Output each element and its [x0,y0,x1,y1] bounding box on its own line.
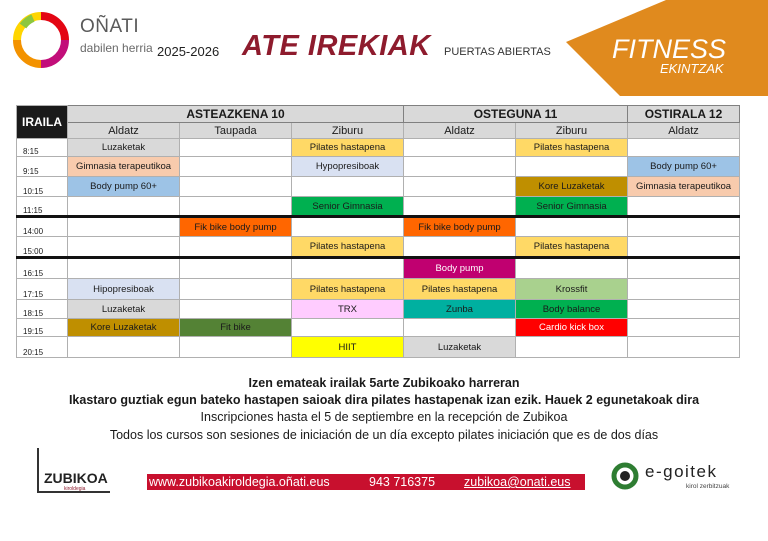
class-cell: Pilates hastapena [292,139,404,157]
day-header: ASTEAZKENA 10 [68,106,404,123]
empty-cell [404,139,516,157]
empty-cell [180,258,292,279]
class-cell: Senior Gimnasia [516,197,628,217]
time-cell: 19:15 [17,319,68,337]
empty-cell [628,258,740,279]
location-header: Taupada [180,123,292,139]
empty-cell [68,217,180,237]
time-cell: 20:15 [17,337,68,358]
empty-cell [180,157,292,177]
schedule-row [17,279,740,300]
empty-cell [628,319,740,337]
day-header: OSTEGUNA 11 [404,106,628,123]
schedule-row [17,319,740,337]
class-cell: Fit bike [180,319,292,337]
class-cell: Body balance [516,300,628,319]
schedule-row [17,337,740,358]
empty-cell [628,139,740,157]
egoitek-name: e-goitek [645,462,718,481]
class-cell: Gimnasia terapeutikoa [628,177,740,197]
class-cell: Luzaketak [68,139,180,157]
time-cell: 14:00 [17,217,68,237]
empty-cell [516,258,628,279]
email-link[interactable]: zubikoa@onati.eus [464,475,571,489]
class-cell: Pilates hastapena [516,139,628,157]
class-cell: Fik bike body pump [180,217,292,237]
empty-cell [292,258,404,279]
schedule-row [17,177,740,197]
month-label: IRAILA [17,106,68,139]
page-title: ATE IREKIAK [242,30,431,62]
note-courses-es: Todos los cursos son sesiones de iniciación de un día excepto pilates iniciación que es de dos días [109,428,659,442]
empty-cell [180,300,292,319]
empty-cell [180,237,292,258]
empty-cell [68,197,180,217]
class-cell: Body pump 60+ [68,177,180,197]
class-cell: Fik bike body pump [404,217,516,237]
time-cell: 10:15 [17,177,68,197]
schedule-table [16,105,740,358]
class-cell: Kore Luzaketak [68,319,180,337]
class-cell: Luzaketak [68,300,180,319]
day-header: OSTIRALA 12 [628,106,740,123]
empty-cell [292,217,404,237]
class-cell: Gimnasia terapeutikoa [68,157,180,177]
location-header: Aldatz [404,123,516,139]
empty-cell [404,197,516,217]
schedule-row [17,258,740,279]
time-cell: 17:15 [17,279,68,300]
empty-cell [180,197,292,217]
class-cell: Body pump [404,258,516,279]
empty-cell [180,177,292,197]
class-cell: Cardio kick box [516,319,628,337]
empty-cell [516,157,628,177]
time-cell: 9:15 [17,157,68,177]
class-cell: Pilates hastapena [516,237,628,258]
note-courses-eu: Ikastaro guztiak egun bateko hastapen saioak dira pilates hastapenak izan ezik. Hauek 2 egunetakoak dira [68,393,700,407]
season-years: 2025-2026 [157,44,220,59]
empty-cell [516,217,628,237]
note-registration-eu: Izen emateak irailak 5arte Zubikoako harreran [248,376,520,390]
empty-cell [68,237,180,258]
location-header: Aldatz [68,123,180,139]
class-cell: Luzaketak [404,337,516,358]
class-cell: HIIT [292,337,404,358]
class-cell: Pilates hastapena [292,237,404,258]
schedule-row [17,237,740,258]
time-cell: 18:15 [17,300,68,319]
class-cell: Krossfit [516,279,628,300]
contact-bar [147,474,585,490]
empty-cell [628,279,740,300]
time-cell: 16:15 [17,258,68,279]
schedule-row [17,139,740,157]
time-cell: 8:15 [17,139,68,157]
empty-cell [628,217,740,237]
empty-cell [628,337,740,358]
schedule-row [17,217,740,237]
fitness-heading: FITNESS [612,34,727,64]
empty-cell [68,337,180,358]
empty-cell [404,177,516,197]
schedule-row [17,157,740,177]
egoitek-logo-icon [611,462,639,490]
empty-cell [404,237,516,258]
class-cell: Body pump 60+ [628,157,740,177]
location-header: Ziburu [292,123,404,139]
location-header: Ziburu [516,123,628,139]
ekintzak-heading: EKINTZAK [660,61,724,76]
class-cell: TRX [292,300,404,319]
location-header: Aldatz [628,123,740,139]
empty-cell [628,197,740,217]
time-cell: 11:15 [17,197,68,217]
empty-cell [628,300,740,319]
zubikoa-subtitle: kiroldegia [64,486,86,492]
schedule-row [17,300,740,319]
website-link[interactable]: www.zubikoakiroldegia.oñati.eus [149,475,330,489]
class-cell: Hypopresiboak [292,157,404,177]
egoitek-subtitle: kirol zerbitzuak [686,483,730,490]
empty-cell [628,237,740,258]
empty-cell [180,337,292,358]
brand-name: OÑATI [80,16,140,37]
class-cell: Pilates hastapena [292,279,404,300]
empty-cell [68,258,180,279]
class-cell: Hipopresiboak [68,279,180,300]
note-registration-es: Inscripciones hasta el 5 de septiembre en la recepción de Zubikoa [200,410,568,424]
time-cell: 15:00 [17,237,68,258]
empty-cell [404,319,516,337]
empty-cell [180,279,292,300]
schedule-row [17,197,740,217]
empty-cell [292,319,404,337]
class-cell: Kore Luzaketak [516,177,628,197]
phone-number: 943 716375 [369,475,436,489]
empty-cell [404,157,516,177]
onati-logo-icon [13,12,69,68]
brand-tagline: dabilen herria [80,41,153,55]
page-subtitle: PUERTAS ABIERTAS [444,46,551,58]
zubikoa-name: ZUBIKOA [44,470,108,486]
class-cell: Zunba [404,300,516,319]
empty-cell [292,177,404,197]
empty-cell [180,139,292,157]
empty-cell [516,337,628,358]
class-cell: Senior Gimnasia [292,197,404,217]
class-cell: Pilates hastapena [404,279,516,300]
